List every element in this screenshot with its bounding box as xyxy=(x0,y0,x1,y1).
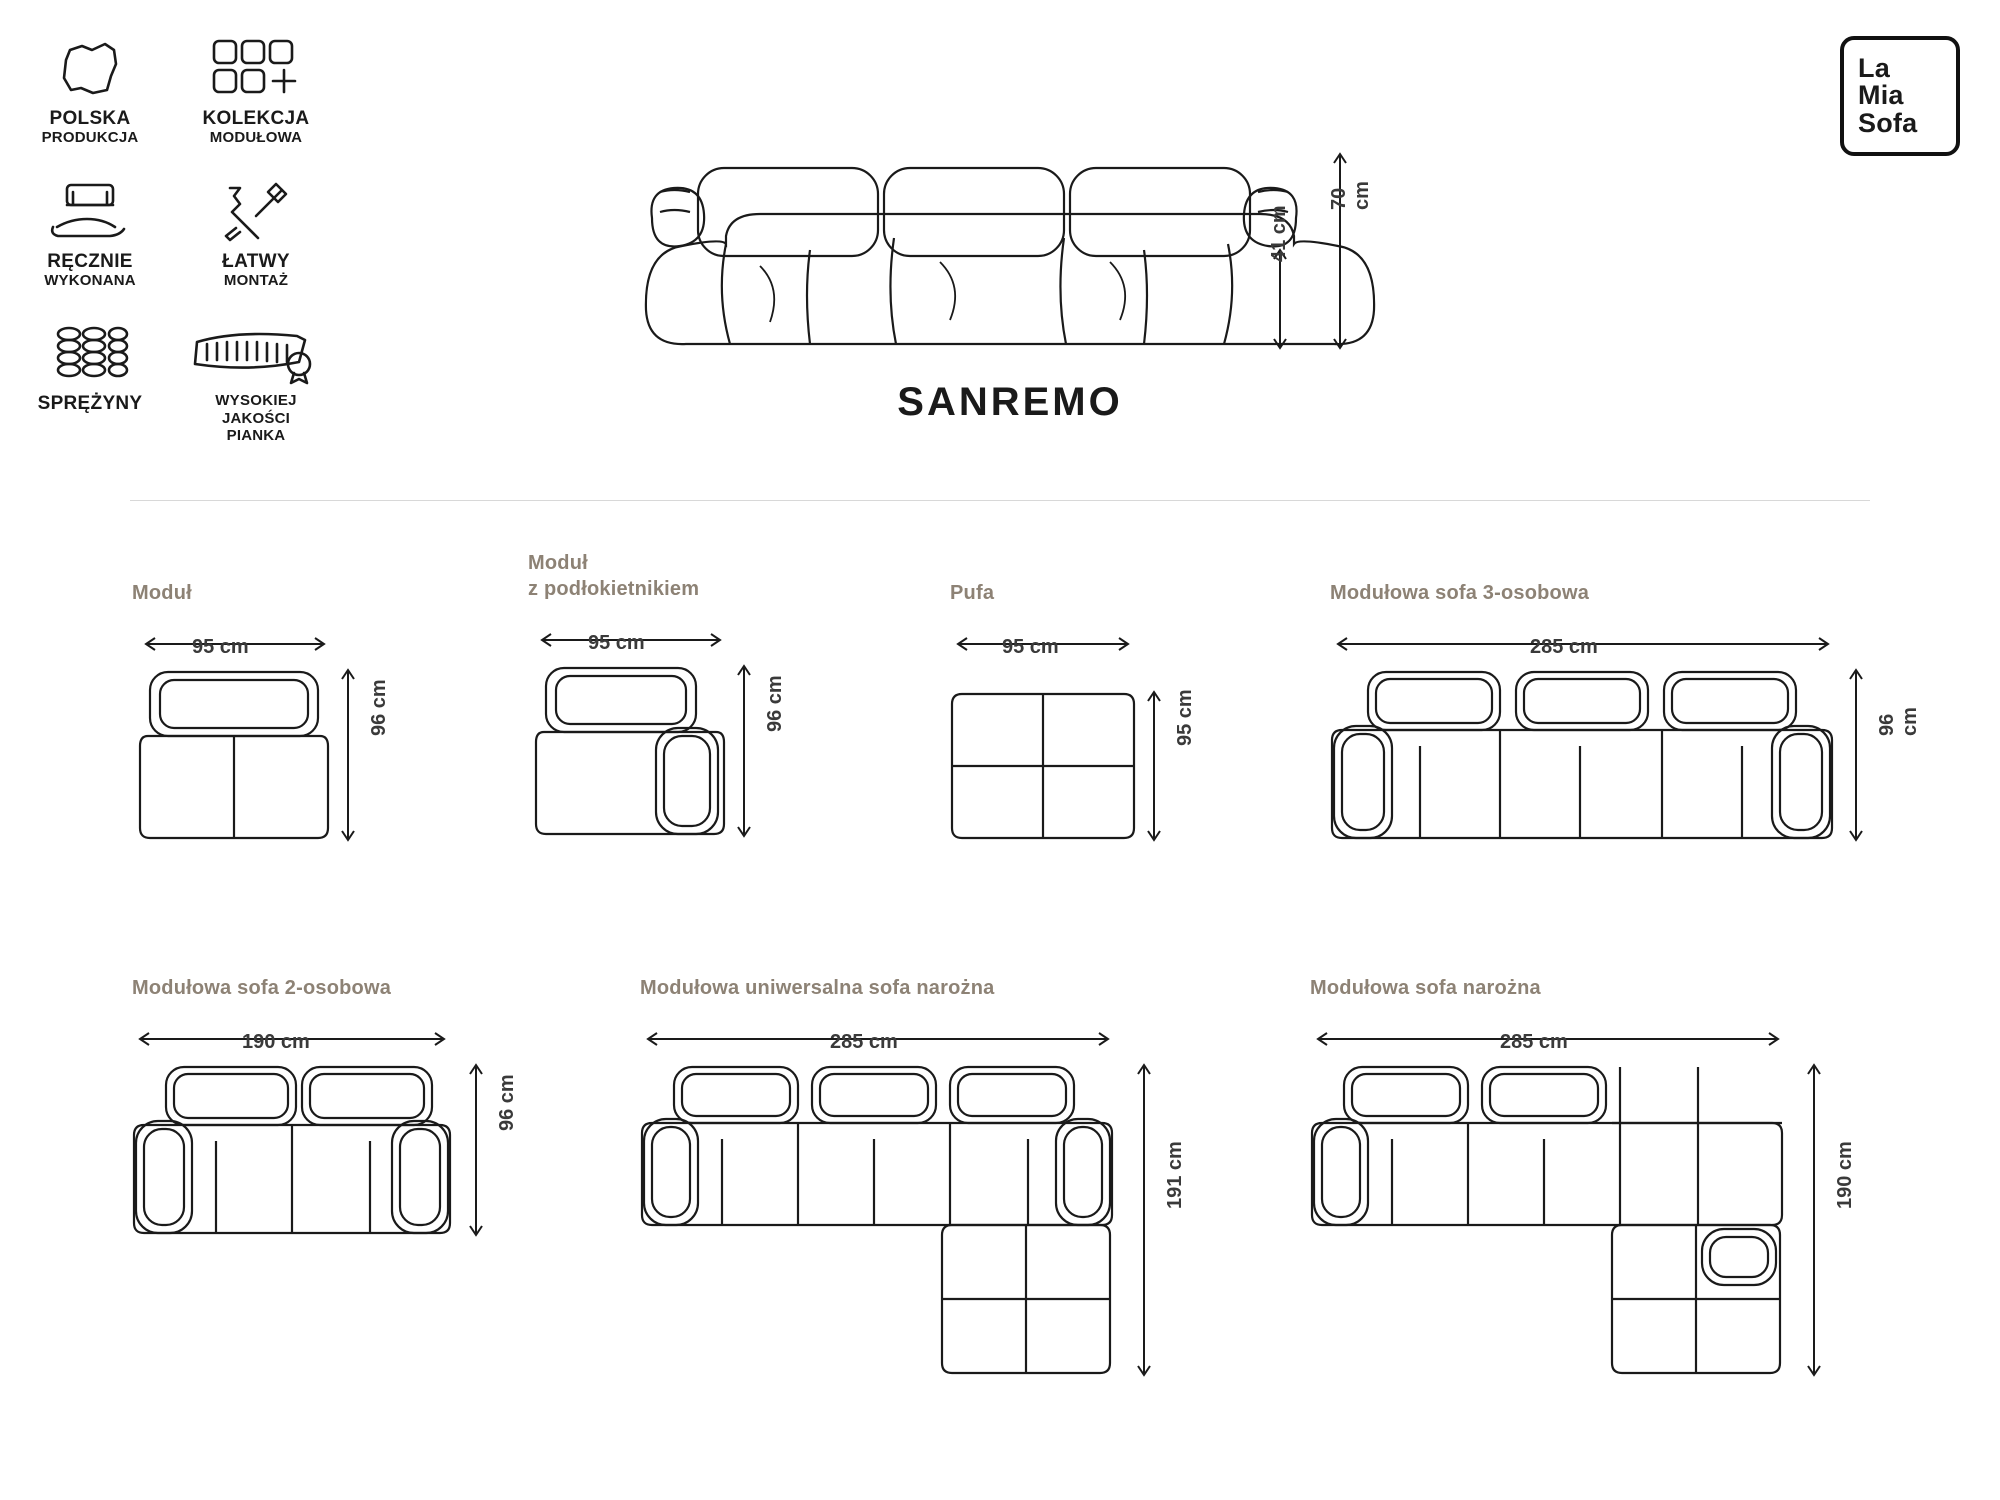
variant-modulowa-sofa-3-osobowa xyxy=(1330,580,1930,896)
feature-label-line2: MODUŁOWA xyxy=(209,129,303,147)
feature-row-1 xyxy=(30,30,350,147)
hand-sofa-icon xyxy=(47,173,133,249)
feature-label-line1: WYSOKIEJ xyxy=(215,392,297,410)
variant-width-label: 190 cm xyxy=(242,1031,310,1053)
variant-width-label: 285 cm xyxy=(830,1031,898,1053)
feature-row-3 xyxy=(30,315,350,444)
hero-height-seat-label: 41 cm xyxy=(1268,205,1290,262)
feature-label-line1: POLSKA xyxy=(49,108,131,129)
feature-recznie-wykonana xyxy=(30,173,150,290)
feature-label-line2: PRODUKCJA xyxy=(41,129,139,147)
variant-title: Modułowa sofa 2-osobowa xyxy=(132,977,392,999)
variant-modul xyxy=(132,580,492,896)
feature-sprezyny xyxy=(30,315,150,444)
feature-label-line2: JAKOŚCI PIANKA xyxy=(221,409,291,445)
feature-row-2 xyxy=(30,173,350,290)
variant-modulowa-sofa-narozna xyxy=(1310,975,1930,1451)
hero-height-total-label: 70 cm xyxy=(1328,181,1373,210)
section-divider xyxy=(130,500,1870,501)
modules-plus-icon xyxy=(210,30,302,106)
variant-title: Moduł xyxy=(132,582,192,604)
feature-label-line1: RĘCZNIE xyxy=(47,250,133,272)
variant-modulowa-sofa-2-osobowa xyxy=(132,975,592,1271)
variant-depth-label: 191 cm xyxy=(1164,1141,1186,1209)
feature-latwy-montaz xyxy=(196,173,316,290)
feature-kolekcja-modulowa xyxy=(196,30,316,147)
hero-sofa-drawing xyxy=(640,60,1380,390)
springs-icon xyxy=(52,315,128,391)
variant-width-label: 95 cm xyxy=(588,632,645,654)
variant-pufa xyxy=(950,580,1280,896)
variant-modul-z-podlokietnikiem xyxy=(528,550,908,892)
variant-title: Pufa xyxy=(950,582,995,604)
variant-title: Modułowa sofa narożna xyxy=(1310,977,1541,999)
variant-title: Modułowa uniwersalna sofa narożna xyxy=(640,977,995,999)
logo-line-2: Mia xyxy=(1858,80,1904,111)
variant-width-label: 285 cm xyxy=(1500,1031,1568,1053)
foam-award-icon xyxy=(191,315,321,391)
variant-depth-label: 190 cm xyxy=(1834,1141,1856,1209)
variant-depth-label: 96 cm xyxy=(368,679,390,736)
feature-label-line1: SPRĘŻYNY xyxy=(37,393,143,415)
logo-line-1: La xyxy=(1858,52,1890,83)
variant-modulowa-uniwersalna-sofa-narozna xyxy=(640,975,1260,1451)
feature-wysokiej-jakosci-pianka xyxy=(196,315,316,444)
feature-badges xyxy=(30,30,350,470)
logo-line-3: Sofa xyxy=(1858,107,1918,138)
variant-title: Modułowa sofa 3-osobowa xyxy=(1330,582,1590,604)
feature-label-line2: MONTAŻ xyxy=(223,271,289,289)
brand-logo xyxy=(1840,36,1960,156)
tools-icon xyxy=(218,173,294,249)
variant-title-line1: Moduł xyxy=(528,552,588,574)
variant-depth-label: 96 cm xyxy=(1876,707,1921,736)
variant-depth-label: 96 cm xyxy=(496,1074,518,1131)
poland-map-icon xyxy=(59,30,121,106)
variant-width-label: 285 cm xyxy=(1530,636,1598,658)
feature-label-line1: ŁATWY xyxy=(222,250,290,272)
feature-label-line2: WYKONANA xyxy=(44,271,136,289)
variant-width-label: 95 cm xyxy=(1002,636,1059,658)
variant-title-line2: z podłokietnikiem xyxy=(528,578,700,600)
variant-depth-label: 95 cm xyxy=(1174,689,1196,746)
feature-label-line1: KOLEKCJA xyxy=(202,108,310,129)
variant-depth-label: 96 cm xyxy=(764,675,786,732)
variant-width-label: 95 cm xyxy=(192,636,249,658)
product-title: SANREMO xyxy=(897,380,1123,424)
feature-polska-produkcja xyxy=(30,30,150,147)
